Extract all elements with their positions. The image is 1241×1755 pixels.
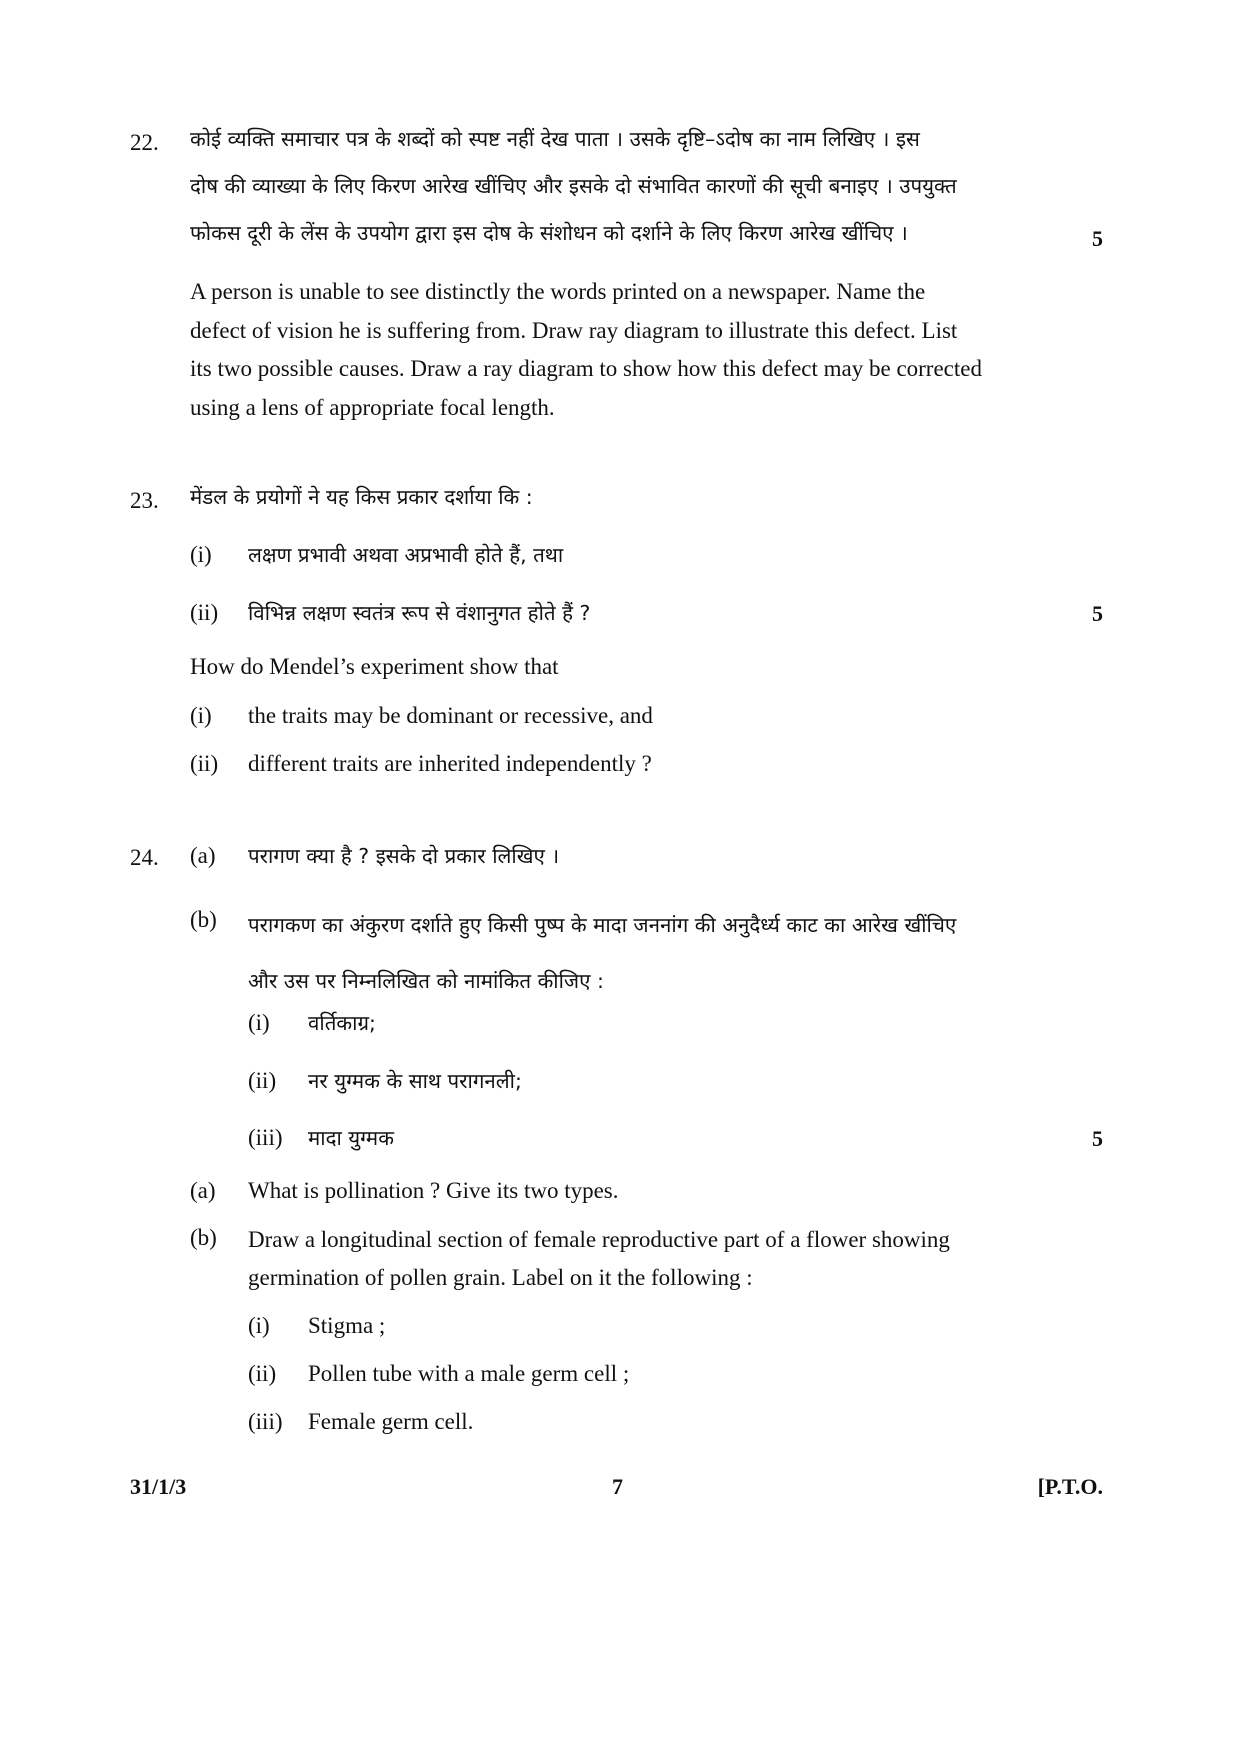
item-text: लक्षण प्रभावी अथवा अप्रभावी होते हैं, तथा <box>248 543 564 567</box>
please-turn-over: [P.T.O. <box>1037 1474 1103 1499</box>
question-24-hindi-part-a <box>190 839 559 874</box>
item-label: (i) <box>190 703 212 728</box>
item-text: वर्तिकाग्र; <box>308 1011 376 1035</box>
item-label: (ii) <box>248 1361 277 1386</box>
question-23-hindi-item-i <box>190 538 563 573</box>
paper-code: 31/1/3 <box>130 1474 187 1499</box>
question-23-english-intro: How do Mendel’s experiment show that <box>190 654 559 679</box>
item-label: (iii) <box>248 1409 283 1434</box>
question-24-number: 24. <box>130 845 159 870</box>
question-23-number: 23. <box>130 488 159 513</box>
item-text: Female germ cell. <box>308 1409 474 1434</box>
item-label: (i) <box>248 1010 270 1035</box>
part-text: परागकण का अंकुरण दर्शाते हुए किसी पुष्प के मादा जननांग की अनुदैर्ध्य काट का आरेख खींचिए और उस पर निम्नलिखित को नामांकित कीजिए : <box>248 913 957 993</box>
question-23-english-item-i <box>190 699 653 734</box>
question-24-hindi-item-i <box>248 1006 376 1041</box>
question-22-english-text: A person is unable to see distinctly the words printed on a newspaper. Name the defect of vision he is suffering from. Draw ray diagram to illustrate this defect. List its two possible causes. Draw a ray diagram to show how this defect may be corrected using a lens of appropriate focal length. <box>190 279 982 420</box>
item-text: विभिन्न लक्षण स्वतंत्र रूप से वंशानुगत होते हैं ? <box>248 601 591 625</box>
question-23-english-item-ii <box>190 747 652 782</box>
part-text: Draw a longitudinal section of female reproductive part of a flower showing germination of pollen grain. Label on it the following : <box>248 1227 950 1290</box>
item-label: (i) <box>248 1313 270 1338</box>
question-22-number: 22. <box>130 130 159 155</box>
item-label: (i) <box>190 542 212 567</box>
question-22-hindi-text: कोई व्यक्ति समाचार पत्र के शब्दों को स्पष्ट नहीं देख पाता । उसके दृष्टि–ऽदोष का नाम लिखिए । इस दोष की व्याख्या के लिए किरण आरेख खींचिए और इसके दो संभावित कारणों की सूची बनाइए । उपयुक्त फोकस दूरी के लेंस के उपयोग द्वारा इस दोष के संशोधन को दर्शाने के लिए किरण आरेख खींचिए । <box>190 127 957 245</box>
item-label: (iii) <box>248 1125 283 1150</box>
question-23-marks: 5 <box>1092 601 1103 626</box>
part-label: (a) <box>190 1178 216 1203</box>
item-label: (ii) <box>190 751 219 776</box>
part-text: परागण क्या है ? इसके दो प्रकार लिखिए । <box>248 844 560 868</box>
question-24-hindi-item-iii <box>248 1121 394 1156</box>
item-text: different traits are inherited independently ? <box>248 751 652 776</box>
part-label: (b) <box>190 907 217 932</box>
item-label: (ii) <box>190 600 219 625</box>
page-number: 7 <box>612 1474 623 1499</box>
item-text: Stigma ; <box>308 1313 386 1338</box>
item-text: नर युग्मक के साथ परागनली; <box>308 1069 522 1093</box>
question-24-english-item-i <box>248 1309 385 1344</box>
part-label: (b) <box>190 1225 217 1250</box>
question-24-hindi-item-ii <box>248 1064 522 1099</box>
item-text: मादा युग्मक <box>308 1126 394 1150</box>
item-label: (ii) <box>248 1068 277 1093</box>
question-24-english-item-ii <box>248 1357 629 1392</box>
part-text: What is pollination ? Give its two types. <box>248 1178 619 1203</box>
question-24-hindi-part-b <box>190 897 1048 1009</box>
question-22-marks: 5 <box>1092 226 1103 251</box>
question-24-marks: 5 <box>1092 1126 1103 1151</box>
question-24-english-part-b <box>190 1221 1045 1297</box>
question-23-hindi-item-ii <box>190 596 590 631</box>
part-label: (a) <box>190 843 216 868</box>
question-24-english-part-a <box>190 1174 619 1209</box>
item-text: the traits may be dominant or recessive, and <box>248 703 653 728</box>
question-23-hindi-intro: मेंडल के प्रयोगों ने यह किस प्रकार दर्शाया कि : <box>190 485 533 509</box>
item-text: Pollen tube with a male germ cell ; <box>308 1361 630 1386</box>
question-24-english-item-iii <box>248 1405 473 1440</box>
